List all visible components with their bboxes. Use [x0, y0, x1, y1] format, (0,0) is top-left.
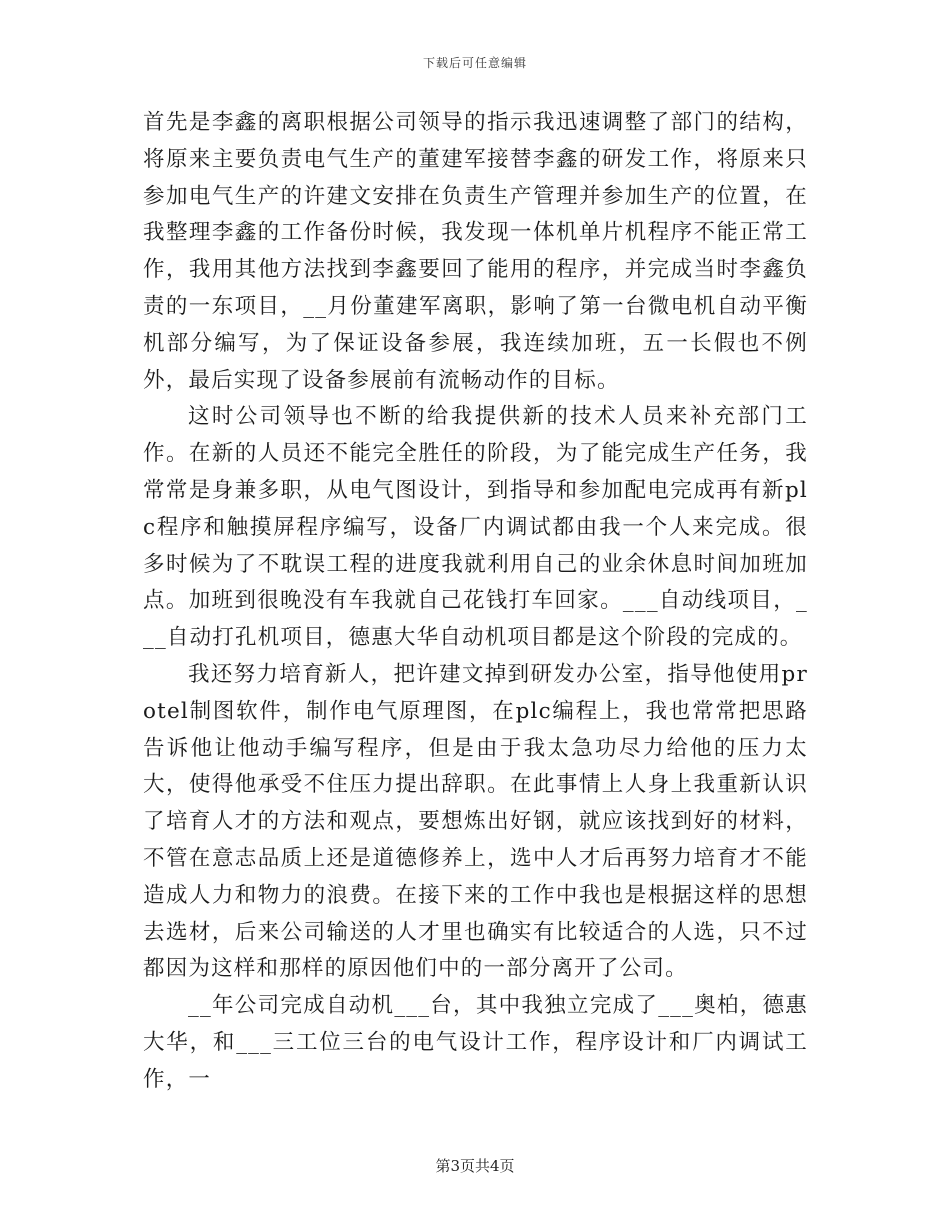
page-number: 第3页共4页: [435, 1157, 515, 1175]
paragraph-4: __年公司完成自动机___台，其中我独立完成了___奥柏，德惠大华，和___三工位三台的电气设计工作，程序设计和厂内调试工作，一: [143, 993, 808, 1092]
document-body: [143, 105, 808, 1099]
paragraph-1: 首先是李鑫的离职根据公司领导的指示我迅速调整了部门的结构，将原来主要负责电气生产的董建军接替李鑫的研发工作，将原来只参加电气生产的许建文安排在负责生产管理并参加生产的位置，在我整理李鑫的工作备份时候，我发现一体机单片机程序不能正常工作，我用其他方法找到李鑫要回了能用的程序，并完成当时李鑫负责的一东项目，__月份董建军离职，影响了第一台微电机自动平衡机部分编写，为了保证设备参展，我连续加班，五一长假也不例外，最后实现了设备参展前有流畅动作的目标。: [143, 110, 808, 393]
page-header: 下载后可任意编辑: [422, 56, 527, 70]
paragraph-3: 我还努力培育新人，把许建文掉到研发办公室，指导他使用protel制图软件，制作电气原理图，在plc编程上，我也常常把思路告诉他让他动手编写程序，但是由于我太急功尽力给他的压力太大，使得他承受不住压力提出辞职。在此事情上人身上我重新认识了培育人才的方法和观点，要想炼出好钢，就应该找到好的材料，不管在意志品质上还是道德修养上，选中人才后再努力培育才不能造成人力和物力的浪费。在接下来的工作中我也是根据这样的思想去选材，后来公司输送的人才里也确实有比较适合的人选，只不过都因为这样和那样的原因他们中的一部分离开了公司。: [143, 661, 808, 982]
paragraph-2: 这时公司领导也不断的给我提供新的技术人员来补充部门工作。在新的人员还不能完全胜任的阶段，为了能完成生产任务，我常常是身兼多职，从电气图设计，到指导和参加配电完成再有新plc程序和触摸屏程序编写，设备厂内调试都由我一个人来完成。很多时候为了不耽误工程的进度我就利用自己的业余休息时间加班加点。加班到很晚没有车我就自己花钱打车回家。___自动线项目，___自动打孔机项目，德惠大华自动机项目都是这个阶段的完成的。: [143, 404, 808, 651]
